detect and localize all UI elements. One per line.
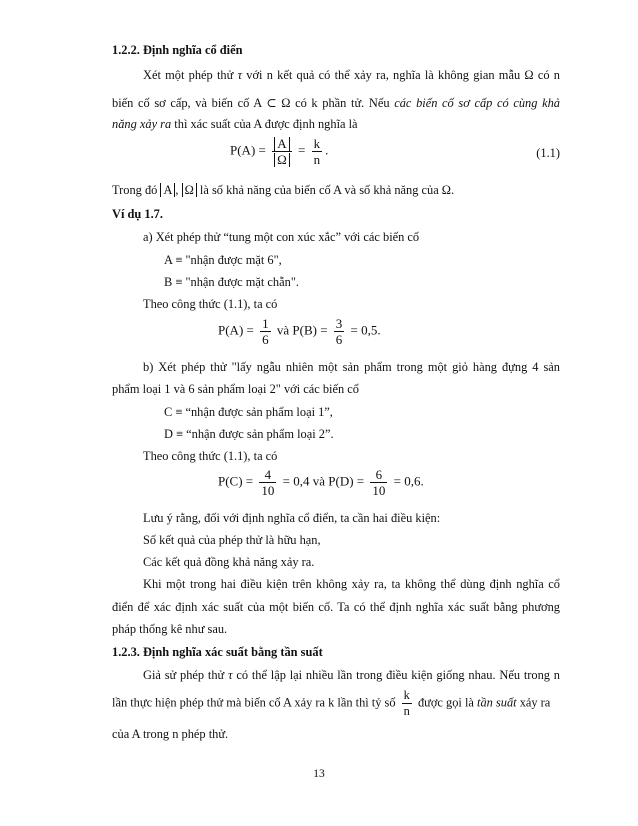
example-heading: Ví dụ 1.7. [112, 207, 163, 221]
section-heading-1-2-2: 1.2.2. Định nghĩa cổ điển [112, 43, 243, 57]
paragraph-line: lần thực hiện phép thử mà biến cố A xảy ra k lần thì tỷ số $\frac{k}{n}$ được gọi là tần suất xảy ra [112, 688, 551, 718]
event-definition: D ≡ “nhận được sản phẩm loại 2”. [164, 427, 334, 441]
example-line: a) Xét phép thử “tung một con xúc xắc” với các biến cố [143, 230, 420, 244]
event-definition: A ≡ "nhận được mặt 6", [164, 253, 282, 267]
paragraph-line: Trong đó A , Ω là số khả năng của biến cố A và số khả năng của Ω. [112, 183, 455, 197]
paragraph-line: Giả sử phép thử τ có thể lập lại nhiều lần trong điều kiện giống nhau. Nếu trong n [143, 668, 560, 682]
formula-1-1: P(A) = $\frac{A}{\Omega}$ = $\frac{k}{n}$ . [230, 136, 329, 167]
paragraph-line: năng xảy ra thì xác suất của A được định nghĩa là [112, 117, 358, 131]
note-line: pháp thống kê như sau. [112, 622, 228, 636]
example-line: phẩm loại 1 và 6 sản phẩm loại 2" với các biến cố [112, 382, 359, 396]
example-line: b) Xét phép thử "lấy ngẫu nhiên một sản phẩm trong một giỏ hàng đựng 4 sản [143, 360, 560, 374]
paragraph-line: Xét một phép thử τ với n kết quả có thể xảy ra, nghĩa là không gian mẫu Ω có n [143, 68, 560, 82]
example-line: Theo công thức (1.1), ta có [143, 297, 278, 311]
paragraph-line: của A trong n phép thử. [112, 727, 229, 741]
note-line: điển để xác định xác suất của một biến cố. Ta có thể định nghĩa xác suất bằng phương [112, 600, 560, 614]
note-line: Lưu ý rằng, đối với định nghĩa cổ điển, ta cần hai điều kiện: [143, 511, 441, 525]
equation-number: (1.1) [536, 146, 560, 160]
note-line: Khi một trong hai điều kiện trên không xảy ra, ta không thể dùng định nghĩa cổ [143, 577, 560, 591]
section-heading-1-2-3: 1.2.3. Định nghĩa xác suất bằng tần suất [112, 645, 323, 659]
note-line: Các kết quả đồng khả năng xảy ra. [143, 555, 315, 569]
paragraph-line: biến cố sơ cấp, và biến cố A ⊂ Ω có k phần tử. Nếu các biến cố sơ cấp có cùng khả [112, 96, 560, 110]
formula-example-a: P(A) = $\frac{1}{6}$ và P(B) = $\frac{3}{6}$ = 0,5. [218, 316, 381, 347]
page-number: 13 [313, 768, 325, 780]
example-line: Theo công thức (1.1), ta có [143, 449, 278, 463]
event-definition: C ≡ “nhận được sản phẩm loại 1”, [164, 405, 333, 419]
event-definition: B ≡ "nhận được mặt chẵn". [164, 275, 299, 289]
note-line: Số kết quả của phép thử là hữu hạn, [143, 533, 321, 547]
formula-example-b: P(C) = $\frac{4}{10}$ = 0,4 và P(D) = $\frac{6}{10}$ = 0,6. [218, 467, 424, 498]
